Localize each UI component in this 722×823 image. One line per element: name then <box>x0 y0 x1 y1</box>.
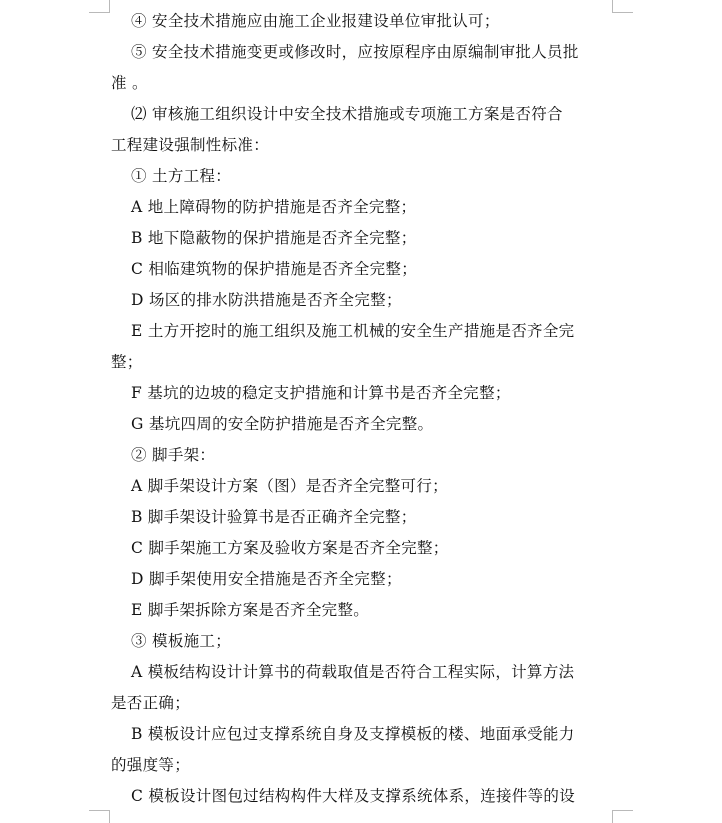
text-line: C 模板设计图包过结构构件大样及支撑系统体系，连接件等的设 <box>131 787 575 805</box>
text-line: E 土方开挖时的施工组织及施工机械的安全生产措施是否齐全完 <box>131 322 575 340</box>
text-line: 工程建设强制性标准： <box>111 136 270 154</box>
text-line: E 脚手架拆除方案是否齐全完整。 <box>131 601 370 619</box>
crop-mark-bottom-left <box>89 810 110 823</box>
text-line: A 脚手架设计方案（图）是否齐全完整可行； <box>131 477 448 495</box>
text-line: C 相临建筑物的保护措施是否齐全完整； <box>131 260 417 278</box>
text-line: ⑤ 安全技术措施变更或修改时，应按原程序由原编制审批人员批 <box>131 43 579 61</box>
text-line: 准 。 <box>111 74 148 92</box>
text-line: G 基坑四周的安全防护措施是否齐全完整。 <box>131 415 434 433</box>
crop-mark-top-right <box>612 0 633 13</box>
text-line: ⑵ 审核施工组织设计中安全技术措施或专项施工方案是否符合 <box>131 105 563 123</box>
text-line: 整； <box>111 353 143 371</box>
text-line: A 模板结构设计计算书的荷载取值是否符合工程实际，计算方法 <box>131 663 575 681</box>
text-line: D 脚手架使用安全措施是否齐全完整； <box>131 570 402 588</box>
text-line: B 地下隐蔽物的保护措施是否齐全完整； <box>131 229 417 247</box>
crop-mark-bottom-right <box>612 810 633 823</box>
text-line: F 基坑的边坡的稳定支护措施和计算书是否齐全完整； <box>131 384 511 402</box>
text-line: B 脚手架设计验算书是否正确齐全完整； <box>131 508 417 526</box>
text-line: C 脚手架施工方案及验收方案是否齐全完整； <box>131 539 449 557</box>
text-line: 的强度等； <box>111 756 191 774</box>
crop-mark-top-left <box>89 0 110 13</box>
text-line: B 模板设计应包过支撑系统自身及支撑模板的楼、地面承受能力 <box>131 725 575 743</box>
text-line: 是否正确； <box>111 694 191 712</box>
text-line: ④ 安全技术措施应由施工企业报建设单位审批认可； <box>131 12 500 30</box>
text-line: D 场区的排水防洪措施是否齐全完整； <box>131 291 402 309</box>
text-line: A 地上障碍物的防护措施是否齐全完整； <box>131 198 417 216</box>
text-line: ① 土方工程： <box>131 167 232 185</box>
text-line: ② 脚手架： <box>131 446 216 464</box>
text-line: ③ 模板施工； <box>131 632 232 650</box>
document-body <box>111 6 611 812</box>
